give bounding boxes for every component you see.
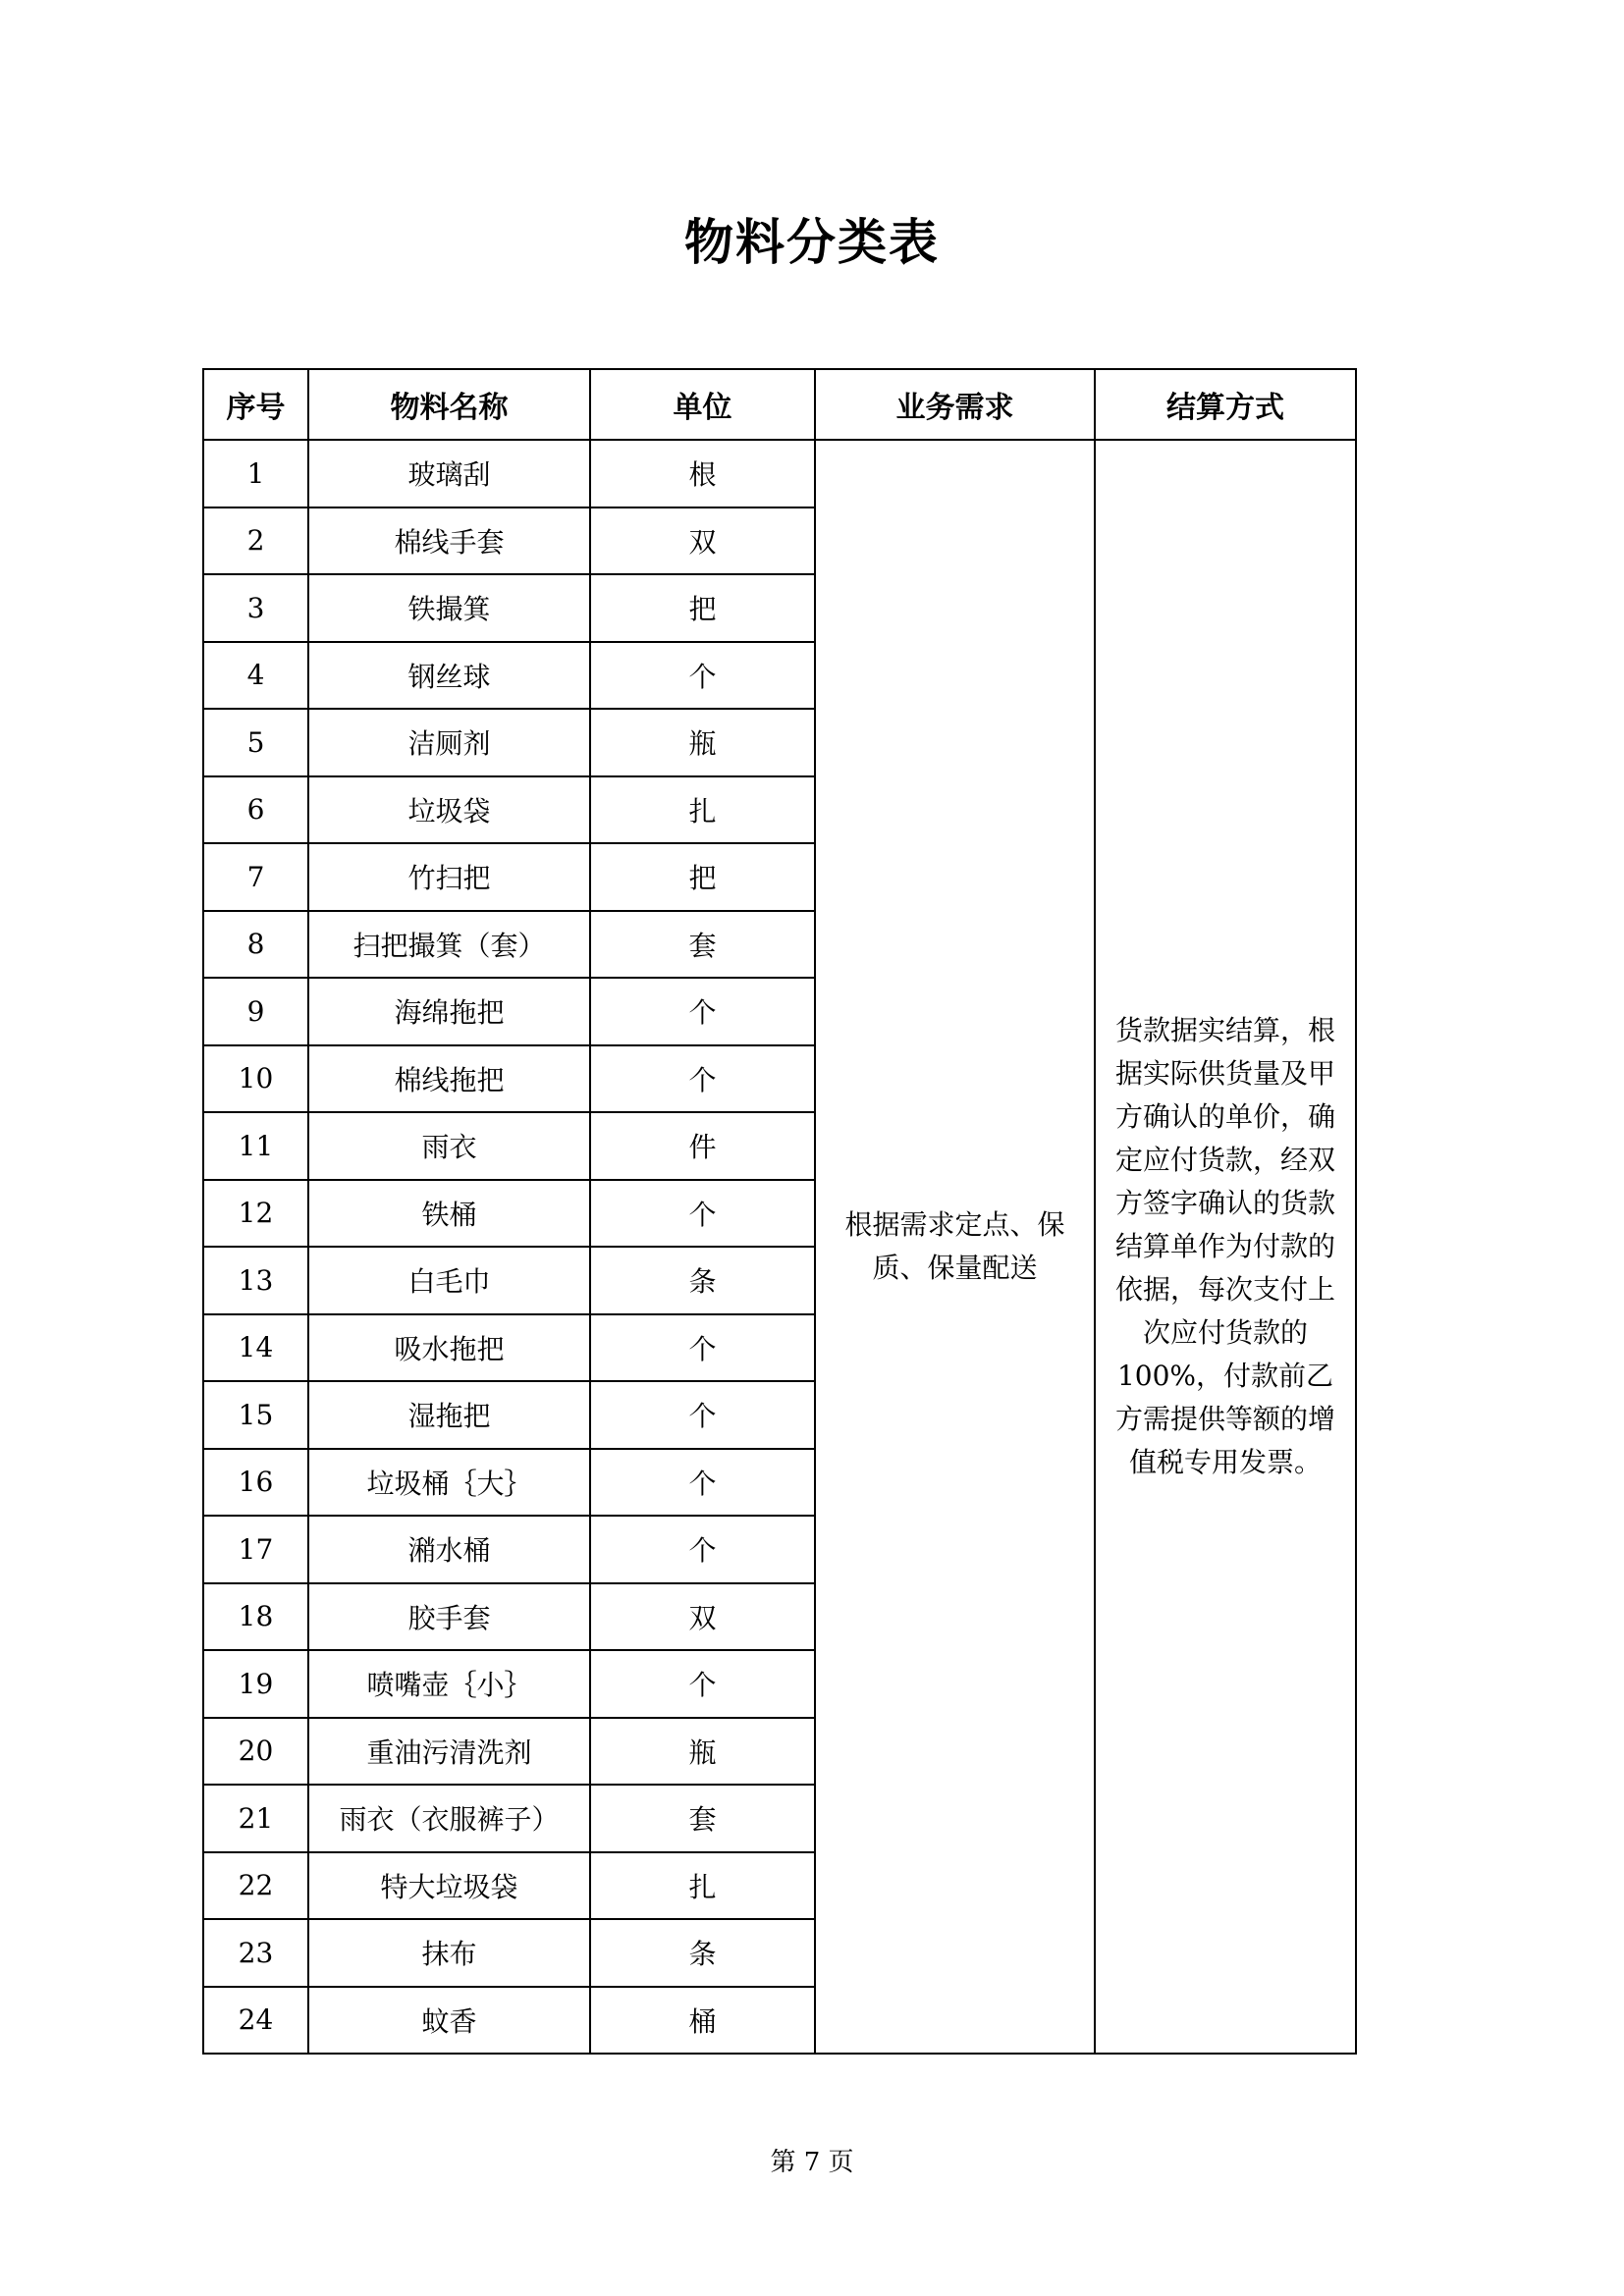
- cell-unit: 个: [590, 1449, 815, 1517]
- cell-seq: 4: [203, 642, 308, 710]
- cell-name: 喷嘴壶｛小｝: [308, 1650, 590, 1718]
- cell-name: 扫把撮箕（套）: [308, 911, 590, 979]
- cell-unit: 扎: [590, 776, 815, 844]
- cell-name: 洁厕剂: [308, 709, 590, 776]
- cell-name: 吸水拖把: [308, 1314, 590, 1382]
- cell-seq: 13: [203, 1247, 308, 1314]
- table-header-row: [203, 369, 1356, 440]
- cell-name: 棉线手套: [308, 507, 590, 575]
- cell-unit: 套: [590, 911, 815, 979]
- cell-seq: 8: [203, 911, 308, 979]
- cell-seq: 17: [203, 1516, 308, 1583]
- page-title: 物料分类表: [684, 214, 940, 271]
- cell-name: 雨衣: [308, 1112, 590, 1180]
- cell-name: 抹布: [308, 1919, 590, 1987]
- cell-unit: 瓶: [590, 709, 815, 776]
- cell-name: 钢丝球: [308, 642, 590, 710]
- cell-seq: 11: [203, 1112, 308, 1180]
- cell-seq: 1: [203, 440, 308, 507]
- cell-name: 海绵拖把: [308, 978, 590, 1045]
- cell-seq: 21: [203, 1785, 308, 1852]
- cell-name: 白毛巾: [308, 1247, 590, 1314]
- cell-unit: 个: [590, 1650, 815, 1718]
- cell-seq: 2: [203, 507, 308, 575]
- cell-name: 胶手套: [308, 1583, 590, 1651]
- cell-unit: 把: [590, 843, 815, 911]
- cell-name: 潲水桶: [308, 1516, 590, 1583]
- cell-name: 玻璃刮: [308, 440, 590, 507]
- cell-unit: 个: [590, 1180, 815, 1248]
- cell-seq: 9: [203, 978, 308, 1045]
- cell-seq: 6: [203, 776, 308, 844]
- cell-unit: 桶: [590, 1987, 815, 2055]
- header-settlement: 结算方式: [1095, 369, 1356, 440]
- cell-seq: 3: [203, 574, 308, 642]
- cell-seq: 24: [203, 1987, 308, 2055]
- cell-unit: 个: [590, 1045, 815, 1113]
- material-table: [202, 368, 1357, 2055]
- cell-seq: 15: [203, 1381, 308, 1449]
- cell-unit: 瓶: [590, 1718, 815, 1786]
- cell-seq: 20: [203, 1718, 308, 1786]
- cell-name: 特大垃圾袋: [308, 1852, 590, 1920]
- cell-unit: 个: [590, 642, 815, 710]
- cell-unit: 扎: [590, 1852, 815, 1920]
- cell-seq: 7: [203, 843, 308, 911]
- table-body: [203, 440, 1356, 2054]
- cell-unit: 把: [590, 574, 815, 642]
- cell-name: 湿拖把: [308, 1381, 590, 1449]
- table-row: [203, 440, 1356, 507]
- cell-unit: 个: [590, 978, 815, 1045]
- cell-seq: 18: [203, 1583, 308, 1651]
- cell-seq: 14: [203, 1314, 308, 1382]
- cell-unit: 个: [590, 1314, 815, 1382]
- header-unit: 单位: [590, 369, 815, 440]
- settlement-cell: 货款据实结算，根据实际供货量及甲方确认的单价，确定应付货款，经双方签字确认的货款结算单作为付款的依据，每次支付上次应付货款的100%，付款前乙方需提供等额的增值税专用发票。: [1095, 440, 1356, 2054]
- requirement-cell: 根据需求定点、保质、保量配送: [815, 440, 1095, 2054]
- cell-unit: 双: [590, 507, 815, 575]
- cell-seq: 12: [203, 1180, 308, 1248]
- header-requirement: 业务需求: [815, 369, 1095, 440]
- cell-name: 垃圾桶｛大｝: [308, 1449, 590, 1517]
- cell-seq: 10: [203, 1045, 308, 1113]
- page-number: 第 7 页: [770, 2148, 854, 2177]
- cell-name: 竹扫把: [308, 843, 590, 911]
- cell-unit: 条: [590, 1919, 815, 1987]
- cell-seq: 16: [203, 1449, 308, 1517]
- cell-unit: 条: [590, 1247, 815, 1314]
- cell-unit: 个: [590, 1516, 815, 1583]
- cell-unit: 双: [590, 1583, 815, 1651]
- cell-seq: 22: [203, 1852, 308, 1920]
- cell-name: 重油污清洗剂: [308, 1718, 590, 1786]
- cell-name: 棉线拖把: [308, 1045, 590, 1113]
- header-seq: 序号: [203, 369, 308, 440]
- cell-unit: 个: [590, 1381, 815, 1449]
- cell-name: 铁撮箕: [308, 574, 590, 642]
- cell-name: 铁桶: [308, 1180, 590, 1248]
- cell-seq: 23: [203, 1919, 308, 1987]
- cell-unit: 件: [590, 1112, 815, 1180]
- header-name: 物料名称: [308, 369, 590, 440]
- cell-name: 垃圾袋: [308, 776, 590, 844]
- cell-name: 蚊香: [308, 1987, 590, 2055]
- cell-seq: 19: [203, 1650, 308, 1718]
- cell-unit: 套: [590, 1785, 815, 1852]
- cell-unit: 根: [590, 440, 815, 507]
- cell-name: 雨衣（衣服裤子）: [308, 1785, 590, 1852]
- cell-seq: 5: [203, 709, 308, 776]
